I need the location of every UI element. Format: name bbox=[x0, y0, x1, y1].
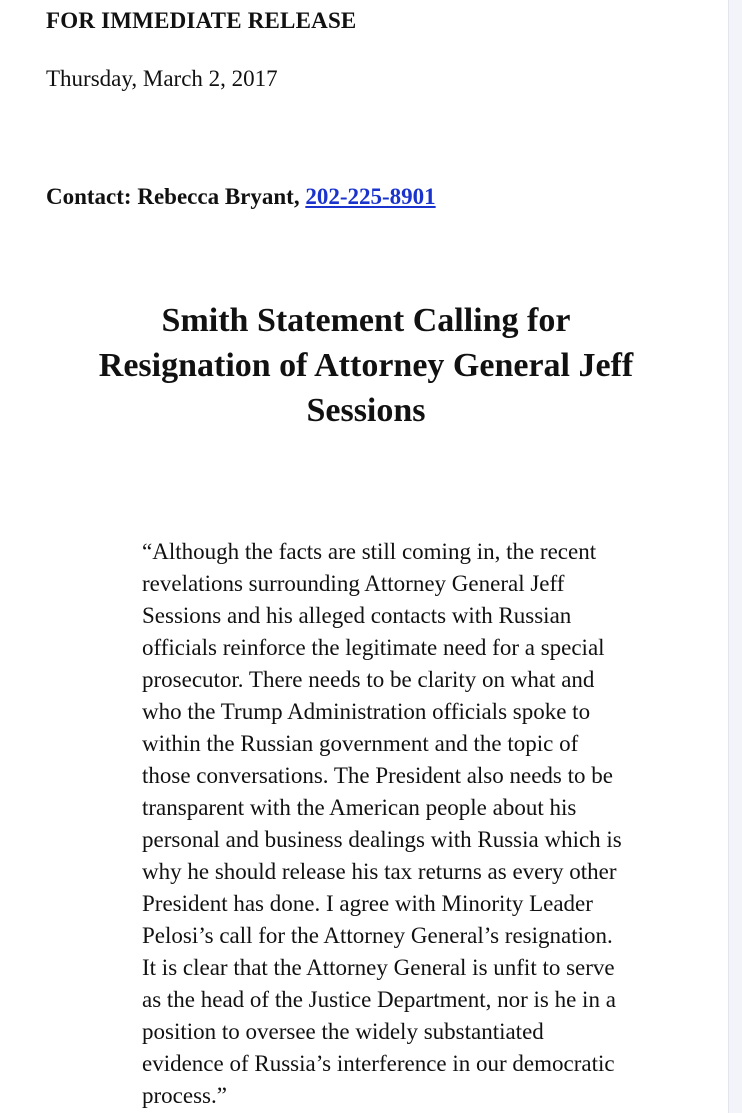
contact-line bbox=[46, 184, 436, 210]
page-title: Smith Statement Calling for Resignation of Attorney General Jeff Sessions bbox=[98, 302, 634, 429]
contact-name: Contact: Rebecca Bryant, bbox=[46, 184, 306, 209]
contact-phone-link[interactable]: 202-225-8901 bbox=[305, 184, 436, 209]
release-date: Thursday, March 2, 2017 bbox=[46, 66, 278, 91]
release-label: FOR IMMEDIATE RELEASE bbox=[46, 8, 357, 33]
statement-quote: “Although the facts are still coming in, the recent revelations surrounding Attorney General Jeff Sessions and his alleged contacts with Russian officials reinforce the legitimate need for a special prosecutor. There needs to be clarity on what and who the Trump Administration officials spoke to within the Russian government and the topic of those conversations. The President also needs to be transparent with the American people about his personal and business dealings with Russia which is why he should release his tax returns as every other President has done. I agree with Minority Leader Pelosi’s call for the Attorney General’s resignation. It is clear that the Attorney General is unfit to serve as the head of the Justice Department, nor is he in a position to oversee the widely substantiated evidence of Russia’s interference in our democratic process.” bbox=[142, 539, 622, 1108]
